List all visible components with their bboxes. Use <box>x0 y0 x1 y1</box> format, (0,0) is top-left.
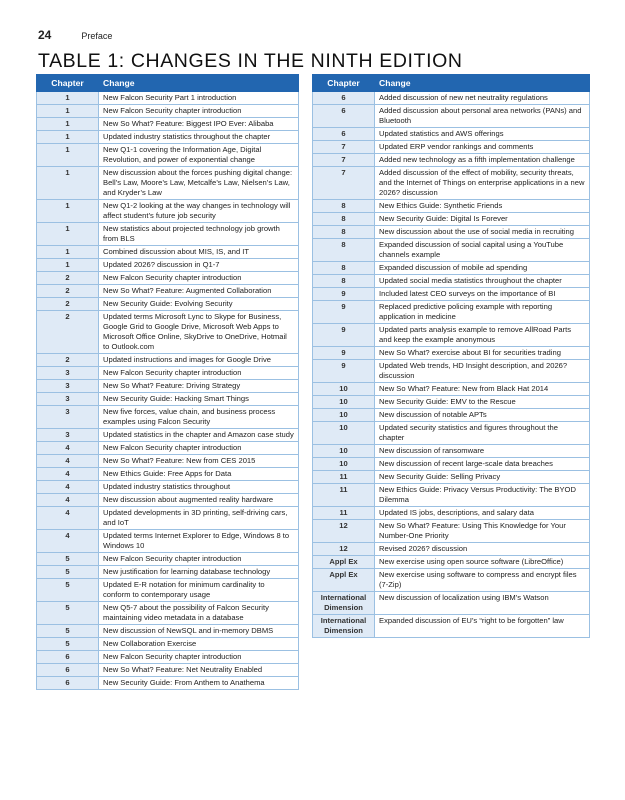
table-row <box>37 118 299 131</box>
table-row <box>37 354 299 367</box>
change-cell: Updated industry statistics throughout the chapter <box>99 131 299 144</box>
chapter-column-header: Chapter <box>37 75 99 92</box>
change-cell: Updated statistics and AWS offerings <box>375 128 590 141</box>
chapter-cell: 11 <box>313 471 375 484</box>
table-row <box>313 262 590 275</box>
change-cell: Added discussion of the effect of mobility, security threats, and the Internet of Things on enterprise applications in a new 2026? discussion <box>375 167 590 200</box>
table-row <box>313 484 590 507</box>
change-cell: New So What? exercise about BI for securities trading <box>375 347 590 360</box>
change-cell: New Security Guide: From Anthem to Anathema <box>99 677 299 690</box>
chapter-cell: 8 <box>313 239 375 262</box>
table-row <box>37 602 299 625</box>
chapter-cell: 10 <box>313 422 375 445</box>
change-cell: New justification for learning database technology <box>99 566 299 579</box>
change-cell: Updated parts analysis example to remove AllRoad Parts and keep the example anonymous <box>375 324 590 347</box>
chapter-cell: International Dimension <box>313 592 375 615</box>
table-row <box>313 458 590 471</box>
change-cell: Updated Web trends, HD Insight description, and 2026? discussion <box>375 360 590 383</box>
table-row <box>37 200 299 223</box>
change-cell: Updated terms Microsoft Lync to Skype for Business, Google Grid to Google Drive, Microsoft Web Apps to Microsoft Office Online, SkyDrive to OneDrive, Hotmail to Outlook.com <box>99 311 299 354</box>
table-row <box>313 569 590 592</box>
change-cell: New Falcon Security chapter introduction <box>99 105 299 118</box>
table-row <box>313 520 590 543</box>
chapter-cell: 8 <box>313 275 375 288</box>
change-cell: Updated instructions and images for Google Drive <box>99 354 299 367</box>
chapter-cell: 10 <box>313 396 375 409</box>
table-row <box>313 543 590 556</box>
change-cell: New Security Guide: EMV to the Rescue <box>375 396 590 409</box>
change-cell: New Falcon Security chapter introduction <box>99 367 299 380</box>
table-row <box>37 92 299 105</box>
chapter-cell: 4 <box>37 455 99 468</box>
table-row <box>313 275 590 288</box>
change-cell: New Q1-1 covering the Information Age, Digital Revolution, and power of exponential change <box>99 144 299 167</box>
table-row <box>313 396 590 409</box>
chapter-column-header: Chapter <box>313 75 375 92</box>
table-row <box>37 298 299 311</box>
changes-table-left <box>36 74 299 690</box>
change-cell: Expanded discussion of EU’s “right to be forgotten” law <box>375 615 590 638</box>
chapter-cell: Appl Ex <box>313 569 375 592</box>
change-cell: Updated E-R notation for minimum cardinality to conform to contemporary usage <box>99 579 299 602</box>
table-row <box>37 167 299 200</box>
table-row <box>37 481 299 494</box>
change-cell: New Ethics Guide: Free Apps for Data <box>99 468 299 481</box>
chapter-cell: 12 <box>313 520 375 543</box>
change-cell: Updated terms Internet Explorer to Edge, Windows 8 to Windows 10 <box>99 530 299 553</box>
table-row <box>37 651 299 664</box>
table-row <box>37 285 299 298</box>
change-cell: Updated industry statistics throughout <box>99 481 299 494</box>
chapter-cell: 9 <box>313 360 375 383</box>
change-cell: New Security Guide: Hacking Smart Things <box>99 393 299 406</box>
table-row <box>37 455 299 468</box>
table-row <box>313 213 590 226</box>
chapter-cell: 3 <box>37 393 99 406</box>
chapter-cell: 2 <box>37 298 99 311</box>
chapter-cell: 4 <box>37 530 99 553</box>
chapter-cell: 9 <box>313 301 375 324</box>
chapter-cell: 11 <box>313 484 375 507</box>
change-cell: New five forces, value chain, and business process examples using Falcon Security <box>99 406 299 429</box>
change-cell: New exercise using software to compress and encrypt files (7-Zip) <box>375 569 590 592</box>
change-cell: Expanded discussion of mobile ad spending <box>375 262 590 275</box>
change-cell: New discussion of localization using IBM’s Watson <box>375 592 590 615</box>
chapter-cell: 7 <box>313 167 375 200</box>
table-row <box>313 422 590 445</box>
chapter-cell: Appl Ex <box>313 556 375 569</box>
chapter-cell: 5 <box>37 579 99 602</box>
table-row <box>313 592 590 615</box>
chapter-cell: 5 <box>37 553 99 566</box>
table-row <box>313 301 590 324</box>
chapter-cell: 6 <box>37 651 99 664</box>
section-name: Preface <box>81 31 113 41</box>
table-row <box>313 141 590 154</box>
change-cell: New exercise using open source software (LibreOffice) <box>375 556 590 569</box>
change-cell: New Security Guide: Digital Is Forever <box>375 213 590 226</box>
table-header-row <box>37 75 299 92</box>
table-header-row <box>313 75 590 92</box>
chapter-cell: 6 <box>37 677 99 690</box>
table-row <box>37 311 299 354</box>
chapter-cell: 2 <box>37 354 99 367</box>
chapter-cell: 1 <box>37 167 99 200</box>
table-row <box>37 664 299 677</box>
table-row <box>37 625 299 638</box>
change-cell: New Falcon Security chapter introduction <box>99 553 299 566</box>
change-cell: New So What? Feature: Net Neutrality Enabled <box>99 664 299 677</box>
chapter-cell: 2 <box>37 285 99 298</box>
change-cell: Updated ERP vendor rankings and comments <box>375 141 590 154</box>
change-cell: New So What? Feature: Biggest IPO Ever: Alibaba <box>99 118 299 131</box>
change-column-header: Change <box>99 75 299 92</box>
change-cell: New So What? Feature: Using This Knowledge for Your Number-One Priority <box>375 520 590 543</box>
chapter-cell: 9 <box>313 347 375 360</box>
chapter-cell: 6 <box>313 105 375 128</box>
chapter-cell: 1 <box>37 223 99 246</box>
change-cell: New discussion of notable APTs <box>375 409 590 422</box>
table-row <box>37 566 299 579</box>
table-row <box>37 105 299 118</box>
change-column-header: Change <box>375 75 590 92</box>
change-cell: New Q5-7 about the possibility of Falcon Security maintaining video metadata in a database <box>99 602 299 625</box>
chapter-cell: 2 <box>37 272 99 285</box>
change-cell: Added discussion of new net neutrality regulations <box>375 92 590 105</box>
table-row <box>313 383 590 396</box>
chapter-cell: 1 <box>37 259 99 272</box>
change-cell: New discussion about the use of social media in recruiting <box>375 226 590 239</box>
change-cell: New Falcon Security Part 1 introduction <box>99 92 299 105</box>
chapter-cell: 10 <box>313 445 375 458</box>
chapter-cell: 6 <box>313 92 375 105</box>
chapter-cell: 1 <box>37 118 99 131</box>
chapter-cell: 3 <box>37 429 99 442</box>
chapter-cell: 4 <box>37 507 99 530</box>
table-row <box>313 556 590 569</box>
table-row <box>313 128 590 141</box>
chapter-cell: 6 <box>313 128 375 141</box>
table-row <box>313 360 590 383</box>
chapter-cell: 1 <box>37 92 99 105</box>
chapter-cell: 5 <box>37 602 99 625</box>
table-row <box>313 507 590 520</box>
change-cell: Updated 2026? discussion in Q1-7 <box>99 259 299 272</box>
change-cell: New So What? Feature: Driving Strategy <box>99 380 299 393</box>
chapter-cell: 12 <box>313 543 375 556</box>
change-cell: New discussion of NewSQL and in-memory DBMS <box>99 625 299 638</box>
table-row <box>37 393 299 406</box>
table-row <box>37 259 299 272</box>
change-cell: Added new technology as a fifth implementation challenge <box>375 154 590 167</box>
table-row <box>313 445 590 458</box>
chapter-cell: 6 <box>37 664 99 677</box>
chapter-cell: 1 <box>37 131 99 144</box>
chapter-cell: 1 <box>37 105 99 118</box>
change-cell: Replaced predictive policing example with reporting application in medicine <box>375 301 590 324</box>
table-row <box>37 442 299 455</box>
change-cell: Included latest CEO surveys on the importance of BI <box>375 288 590 301</box>
table-row <box>37 638 299 651</box>
table-row <box>37 579 299 602</box>
chapter-cell: 1 <box>37 246 99 259</box>
table-row <box>313 167 590 200</box>
chapter-cell: 8 <box>313 200 375 213</box>
change-cell: New Falcon Security chapter introduction <box>99 442 299 455</box>
chapter-cell: 2 <box>37 311 99 354</box>
table-row <box>37 144 299 167</box>
table-row <box>313 239 590 262</box>
chapter-cell: 1 <box>37 144 99 167</box>
change-cell: Combined discussion about MIS, IS, and IT <box>99 246 299 259</box>
change-cell: New discussion about augmented reality hardware <box>99 494 299 507</box>
table-row <box>313 471 590 484</box>
change-cell: New So What? Feature: New from CES 2015 <box>99 455 299 468</box>
chapter-cell: 8 <box>313 262 375 275</box>
change-cell: New discussion of ransomware <box>375 445 590 458</box>
chapter-cell: 8 <box>313 213 375 226</box>
change-cell: New So What? Feature: Augmented Collaboration <box>99 285 299 298</box>
change-cell: Updated IS jobs, descriptions, and salary data <box>375 507 590 520</box>
change-cell: New Security Guide: Evolving Security <box>99 298 299 311</box>
table-row <box>37 272 299 285</box>
change-cell: New Q1-2 looking at the way changes in technology will affect student’s future job security <box>99 200 299 223</box>
change-cell: Updated social media statistics throughout the chapter <box>375 275 590 288</box>
page-header <box>38 28 112 42</box>
table-row <box>37 429 299 442</box>
table-row <box>37 406 299 429</box>
table-row <box>313 200 590 213</box>
table-row <box>37 530 299 553</box>
chapter-cell: 9 <box>313 288 375 301</box>
table-row <box>313 154 590 167</box>
chapter-cell: 5 <box>37 625 99 638</box>
chapter-cell: 9 <box>313 324 375 347</box>
table-row <box>37 246 299 259</box>
chapter-cell: 4 <box>37 494 99 507</box>
table-row <box>313 409 590 422</box>
table-row <box>37 223 299 246</box>
chapter-cell: 7 <box>313 141 375 154</box>
chapter-cell: 4 <box>37 468 99 481</box>
change-cell: Updated security statistics and figures throughout the chapter <box>375 422 590 445</box>
chapter-cell: 8 <box>313 226 375 239</box>
chapter-cell: 3 <box>37 406 99 429</box>
table-row <box>313 105 590 128</box>
table-row <box>313 92 590 105</box>
change-cell: Revised 2026? discussion <box>375 543 590 556</box>
chapter-cell: International Dimension <box>313 615 375 638</box>
change-cell: New discussion about the forces pushing digital change: Bell’s Law, Moore’s Law, Metcalfe’s Law, Nielsen’s Law, and Kryder’s Law <box>99 167 299 200</box>
table-row <box>313 615 590 638</box>
changes-table-right <box>312 74 590 638</box>
table-row <box>313 288 590 301</box>
chapter-cell: 3 <box>37 380 99 393</box>
chapter-cell: 4 <box>37 442 99 455</box>
chapter-cell: 10 <box>313 458 375 471</box>
table-row <box>313 226 590 239</box>
chapter-cell: 7 <box>313 154 375 167</box>
change-cell: New Security Guide: Selling Privacy <box>375 471 590 484</box>
change-cell: New So What? Feature: New from Black Hat 2014 <box>375 383 590 396</box>
table-row <box>37 380 299 393</box>
table-title: TABLE 1: CHANGES IN THE NINTH EDITION <box>38 50 463 72</box>
change-cell: Expanded discussion of social capital using a YouTube channels example <box>375 239 590 262</box>
chapter-cell: 5 <box>37 638 99 651</box>
table-row <box>37 507 299 530</box>
table-row <box>37 677 299 690</box>
chapter-cell: 4 <box>37 481 99 494</box>
table-row <box>37 494 299 507</box>
table-row <box>37 367 299 380</box>
table-row <box>313 324 590 347</box>
change-cell: Updated developments in 3D printing, self-driving cars, and IoT <box>99 507 299 530</box>
table-row <box>37 553 299 566</box>
chapter-cell: 3 <box>37 367 99 380</box>
change-cell: New Falcon Security chapter introduction <box>99 651 299 664</box>
chapter-cell: 1 <box>37 200 99 223</box>
table-row <box>313 347 590 360</box>
chapter-cell: 10 <box>313 409 375 422</box>
chapter-cell: 10 <box>313 383 375 396</box>
page-number: 24 <box>38 28 52 42</box>
change-cell: New Ethics Guide: Privacy Versus Productivity: The BYOD Dilemma <box>375 484 590 507</box>
change-cell: New Falcon Security chapter introduction <box>99 272 299 285</box>
change-cell: New discussion of recent large-scale data breaches <box>375 458 590 471</box>
change-cell: New statistics about projected technology job growth from BLS <box>99 223 299 246</box>
change-cell: Added discussion about personal area networks (PANs) and Bluetooth <box>375 105 590 128</box>
change-cell: New Collaboration Exercise <box>99 638 299 651</box>
table-row <box>37 468 299 481</box>
chapter-cell: 5 <box>37 566 99 579</box>
chapter-cell: 11 <box>313 507 375 520</box>
change-cell: New Ethics Guide: Synthetic Friends <box>375 200 590 213</box>
change-cell: Updated statistics in the chapter and Amazon case study <box>99 429 299 442</box>
table-row <box>37 131 299 144</box>
